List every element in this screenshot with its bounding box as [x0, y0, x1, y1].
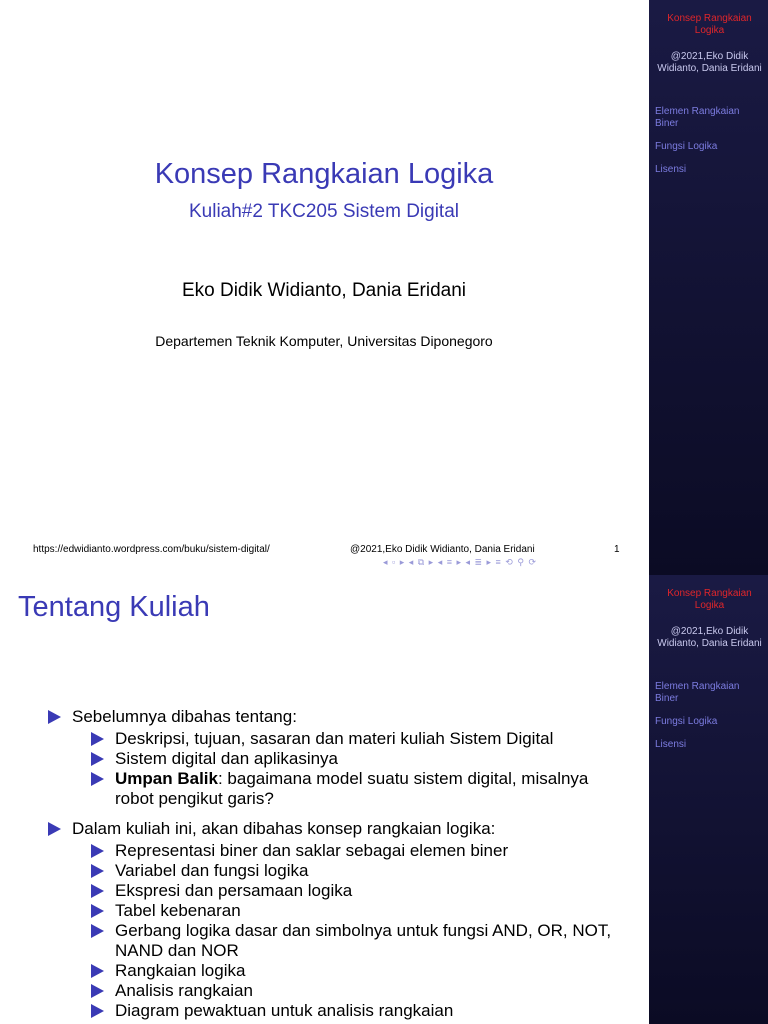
sub-list-item — [72, 861, 618, 881]
sub-list-item — [72, 961, 618, 981]
sidebar — [649, 575, 768, 1024]
bullet-triangle-icon — [91, 964, 104, 978]
sidebar-title[interactable]: Konsep Rangkaian Logika — [667, 13, 752, 36]
sub-list-item — [72, 749, 618, 769]
sub-list — [72, 841, 618, 1021]
bullet-list — [48, 707, 618, 1024]
sub-list — [72, 729, 618, 809]
presentation-authors: Eko Didik Widianto, Dania Eridani — [181, 280, 467, 301]
footer-url: https://edwidianto.wordpress.com/buku/sistem-digital/ — [33, 544, 270, 555]
sub-list-item — [72, 901, 618, 921]
footer-copyright: @2021,Eko Didik Widianto, Dania Eridani — [350, 544, 535, 555]
sub-list-item — [72, 881, 618, 901]
sub-list-item-text: Analisis rangkaian — [115, 981, 253, 1000]
bullet-triangle-icon — [91, 1004, 104, 1018]
sub-list-item — [72, 769, 618, 809]
sub-list-item-text: Rangkaian logika — [115, 961, 246, 980]
list-item-text: Dalam kuliah ini, akan dibahas konsep rangkaian logika: — [72, 819, 496, 838]
bullet-triangle-icon — [91, 864, 104, 878]
sub-list-item-text: Diagram pewaktuan untuk analisis rangkaian — [115, 1001, 454, 1020]
sub-list-item — [72, 981, 618, 1001]
sidebar-item-fungsi-logika[interactable]: Fungsi Logika — [655, 716, 718, 727]
sub-list-item-text: Deskripsi, tujuan, sasaran dan materi kuliah Sistem Digital — [115, 729, 554, 748]
sub-list-item — [72, 1001, 618, 1021]
sub-list-item — [72, 729, 618, 749]
sidebar-title[interactable]: Konsep Rangkaian Logika — [667, 588, 752, 611]
bullet-triangle-icon — [91, 984, 104, 998]
bullet-triangle-icon — [91, 904, 104, 918]
content-slide — [0, 575, 768, 1024]
sub-list-item-bold: Umpan Balik — [115, 769, 218, 788]
sidebar-item-lisensi[interactable]: Lisensi — [655, 164, 687, 175]
bullet-triangle-icon — [91, 884, 104, 898]
presentation-title: Konsep Rangkaian Logika — [154, 158, 494, 190]
beamer-navigation-icons[interactable]: ◂ ▫ ▸ ◂ ⧉ ▸ ◂ ≡ ▸ ◂ ≣ ▸ ≡ ⟲ ⚲ ⟳ — [383, 557, 537, 567]
sidebar-item-elemen-rangkaian-biner[interactable]: Elemen Rangkaian Biner — [655, 681, 740, 704]
sidebar-item-elemen-rangkaian-biner[interactable]: Elemen Rangkaian Biner — [655, 106, 740, 129]
sub-list-item — [72, 841, 618, 861]
sub-list-item-text: Sistem digital dan aplikasinya — [115, 749, 339, 768]
sub-list-item-text: Ekspresi dan persamaan logika — [115, 881, 353, 900]
presentation-subtitle: Kuliah#2 TKC205 Sistem Digital — [188, 201, 459, 222]
sidebar-authors: @2021,Eko Didik Widianto, Dania Eridani — [657, 51, 762, 74]
frame-title: Tentang Kuliah — [18, 591, 210, 623]
bullet-triangle-icon — [48, 710, 61, 724]
bullet-triangle-icon — [91, 732, 104, 746]
sidebar-item-lisensi[interactable]: Lisensi — [655, 739, 687, 750]
list-item — [48, 707, 618, 809]
list-item-text: Sebelumnya dibahas tentang: — [72, 707, 297, 726]
sidebar-authors: @2021,Eko Didik Widianto, Dania Eridani — [657, 626, 762, 649]
bullet-triangle-icon — [91, 844, 104, 858]
bullet-triangle-icon — [48, 822, 61, 836]
footer-page-number: 1 — [614, 544, 620, 555]
list-item — [48, 819, 618, 1021]
bullet-triangle-icon — [91, 752, 104, 766]
sub-list-item — [72, 921, 618, 961]
sidebar — [649, 0, 768, 576]
sidebar-item-fungsi-logika[interactable]: Fungsi Logika — [655, 141, 718, 152]
sub-list-item-text: Tabel kebenaran — [115, 901, 241, 920]
sub-list-item-text: Gerbang logika dasar dan simbolnya untuk fungsi AND, OR, NOT, NAND dan NOR — [115, 921, 612, 960]
presentation-institute: Departemen Teknik Komputer, Universitas Diponegoro — [155, 333, 493, 349]
bullet-triangle-icon — [91, 772, 104, 786]
sub-list-item-text: : bagaimana model suatu sistem digital, misalnya robot pengikut garis? — [115, 769, 589, 808]
sub-list-item-text: Representasi biner dan saklar sebagai elemen biner — [115, 841, 509, 860]
sub-list-item-text: Variabel dan fungsi logika — [115, 861, 309, 880]
bullet-triangle-icon — [91, 924, 104, 938]
